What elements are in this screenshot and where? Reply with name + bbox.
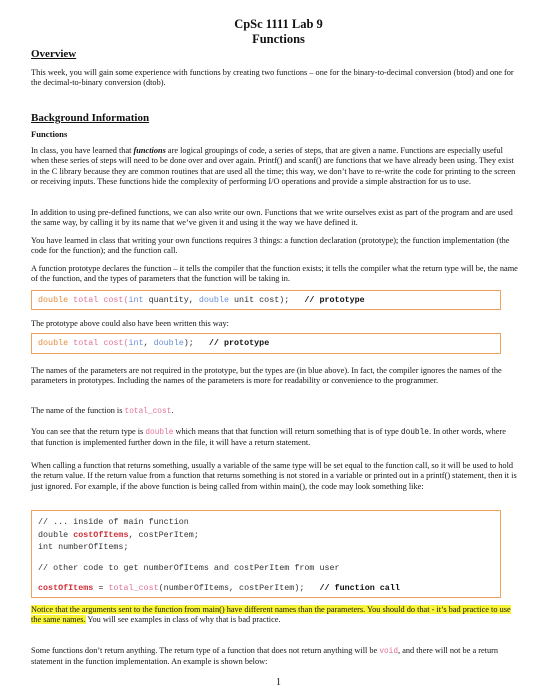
void-functions-paragraph: Some functions don’t return anything. The return type of a function that does not return anything will be void, and there will not be a return statement in the function implementation. An example is shown below: (31, 646, 499, 667)
prototype-code-box-1: double total cost(int quantity, double unit cost); // prototype (31, 290, 501, 310)
background-heading: Background Information (31, 112, 150, 124)
prototype-paragraph: A function prototype declares the function – it tells the compiler that the function exists; it tells the compiler what the return type will be, the name of the function, and the types of parameters that the function will be taking in. (31, 264, 518, 284)
overview-paragraph: This week, you will gain some experience with functions by creating two functions – one for the binary-to-decimal conversion (btod) and one for the decimal-to-binary conversion (dtob). (31, 68, 514, 88)
functions-emphasis: functions (133, 146, 166, 155)
function-name-code: total_cost (124, 408, 172, 416)
arguments-note-paragraph: Notice that the arguments sent to the function from main() have different names than the parameters. You should do that - it’s bad practice to use the same names. You will see examples in class of why that is bad practice. (31, 605, 511, 625)
return-type-code-2: double (400, 429, 429, 437)
document-subtitle: Functions (252, 32, 305, 46)
parameter-names-paragraph: The names of the parameters are not required in the prototype, but the types are (in blue above). In fact, the compiler ignores the names of the parameters in prototypes. Including the names of the parameters is more for readability or convenience to the programmer. (31, 366, 502, 386)
cost-of-items-variable: costOfItems (73, 529, 129, 540)
prototype-code-box-2: double total cost(int, double); // prototype (31, 333, 501, 354)
return-type-code: double (145, 429, 174, 437)
prototype-comment-2: // prototype (208, 338, 270, 348)
own-functions-paragraph: In addition to using pre-defined functions, we can also write our own. Functions that we write ourselves exist as part of the program and are used the same way, by calling it by its name that we’ve given it and using it the way we have defined it. (31, 208, 513, 228)
functions-intro-paragraph: In class, you have learned that functions are logical groupings of code, a series of steps, that are given a name. Functions are especially useful when these series of steps will need to be done over and over again. Printf() and scanf() are functions that we have already been using. They exist in the C library because they are common routines that are used all the time; this way, we don’t have to re-write the code for printing to the screen or receiving inputs. These functions hide the complexity of performing I/O operations and provide a simple abstraction for us to use. (31, 146, 516, 187)
functions-subheading: Functions (31, 129, 68, 139)
document-title: CpSc 1111 Lab 9 (234, 17, 323, 31)
function-call-comment: // function call (319, 583, 400, 593)
overview-heading: Overview (31, 48, 77, 60)
prototype-comment: // prototype (304, 295, 365, 305)
void-code: void (379, 648, 399, 656)
page-number: 1 (276, 677, 281, 688)
main-code-box: // ... inside of main function double costOfItems, costPerItem; int numberOfItems; // other code to get numberOfItems and costPerItem from user costOfItems = total_cost(numberOfItems, costPerItem); // function call (31, 510, 501, 598)
function-call-paragraph: When calling a function that returns something, usually a variable of the same type will be set equal to the function call, so it will be used to hold the return value. If the return value from a function that returns something is not stored in a variable or printed out in a printf() statement, then it is just ignored. For example, if the above function is being called from within main(), the code may look something like: (31, 461, 517, 491)
alternate-prototype-paragraph: The prototype above could also have been written this way: (31, 319, 229, 328)
three-things-paragraph: You have learned in class that writing your own functions requires 3 things: a function declaration (prototype); the function implementation (the code for the function); and the function call. (31, 236, 510, 256)
highlighted-note: Notice that the arguments sent to the function from main() have different names than the parameters. You should do that - it’s bad practice to use the same names. (31, 605, 511, 625)
return-type-paragraph: You can see that the return type is double which means that that function will return something that is of type double. In other words, where that function is implemented further down in the file, it will have a return statement. (31, 427, 506, 448)
function-name-paragraph: The name of the function is total_cost. (31, 406, 174, 416)
